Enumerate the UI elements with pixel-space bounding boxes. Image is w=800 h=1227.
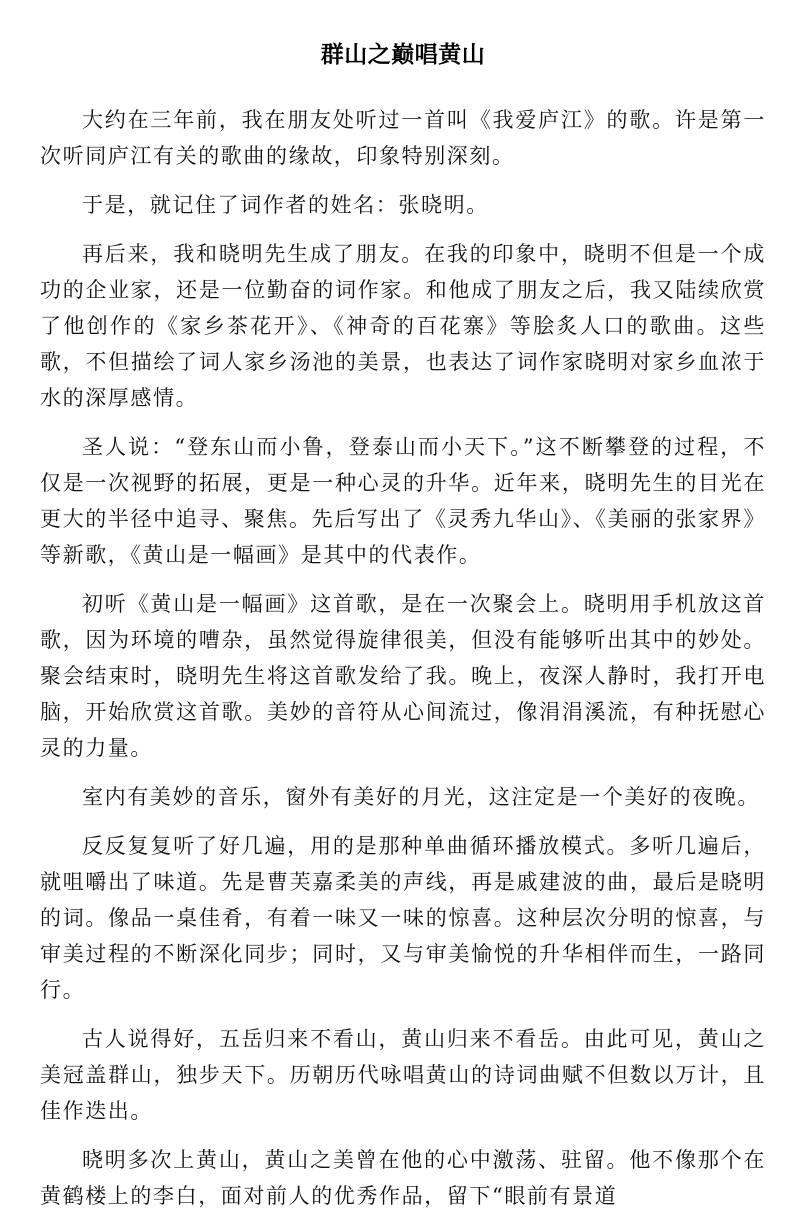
document-page	[40, 40, 766, 1227]
paragraph-5: 初听《黄山是一幅画》这首歌，是在一次聚会上。晓明用手机放这首歌，因为环境的嘈杂，虽然觉得旋律很美，但没有能够听出其中的妙处。聚会结束时，晓明先生将这首歌发给了我。晚上，夜深人静时，我打开电脑，开始欣赏这首歌。美妙的音符从心间流过，像涓涓溪流，有种抚慰心灵的力量。	[40, 592, 766, 760]
paragraph-1: 大约在三年前，我在朋友处听过一首叫《我爱庐江》的歌。许是第一次听同庐江有关的歌曲的缘故，印象特别深刻。	[40, 108, 766, 168]
paragraph-8: 古人说得好，五岳归来不看山，黄山归来不看岳。由此可见，黄山之美冠盖群山，独步天下。历朝历代咏唱黄山的诗词曲赋不但数以万计，且佳作迭出。	[40, 1027, 766, 1123]
paragraph-7: 反反复复听了好几遍，用的是那种单曲循环播放模式。多听几遍后，就咀嚼出了味道。先是曹芙嘉柔美的声线，再是戚建波的曲，最后是晓明的词。像品一桌佳肴，有着一味又一味的惊喜。这种层次分明的惊喜，与审美过程的不断深化同步；同时，又与审美愉悦的升华相伴而生，一路同行。	[40, 834, 766, 1002]
article-body	[40, 102, 766, 1214]
paragraph-3: 再后来，我和晓明先生成了朋友。在我的印象中，晓明不但是一个成功的企业家，还是一位勤奋的词作家。和他成了朋友之后，我又陆续欣赏了他创作的《家乡茶花开》、《神奇的百花寨》等脍炙人口的歌曲。这些歌，不但描绘了词人家乡汤池的美景，也表达了词作家晓明对家乡血浓于水的深厚感情。	[40, 242, 766, 410]
paragraph-4: 圣人说：“登东山而小鲁，登泰山而小天下。”这不断攀登的过程，不仅是一次视野的拓展，更是一种心灵的升华。近年来，晓明先生的目光在更大的半径中追寻、聚焦。先后写出了《灵秀九华山》、《美丽的张家界》等新歌，《黄山是一幅画》是其中的代表作。	[40, 435, 766, 567]
page-title: 群山之巅唱黄山	[320, 42, 486, 68]
paragraph-9: 晓明多次上黄山，黄山之美曾在他的心中激荡、驻留。他不像那个在黄鹤楼上的李白，面对前人的优秀作品，留下“眼前有景道	[40, 1148, 766, 1208]
paragraph-2: 于是，就记住了词作者的姓名：张晓明。	[82, 193, 489, 217]
paragraph-6: 室内有美妙的音乐，窗外有美好的月光，这注定是一个美好的夜晚。	[82, 785, 760, 809]
